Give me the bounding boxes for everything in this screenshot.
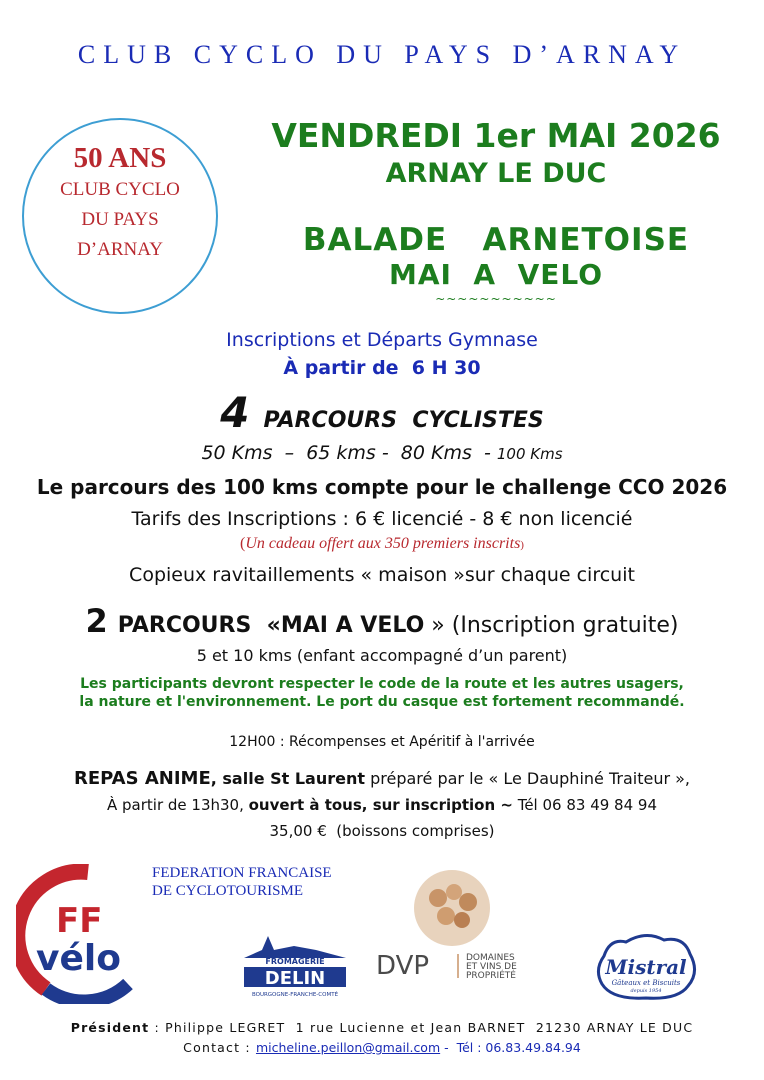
delin-sub: BOURGOGNE-FRANCHE-COMTÉ (251, 992, 339, 998)
meal-title: REPAS ANIME (73, 768, 211, 789)
dvp-line-1: DOMAINES (466, 953, 515, 963)
separator: ~~~~~~~~~~~ (435, 292, 557, 306)
delin-name: DELIN (264, 968, 326, 989)
distances-main: 50 Kms – 65 kms - 80 Kms - (201, 442, 497, 464)
president-label: Président (70, 1020, 150, 1035)
badge-line-3: DU PAYS (81, 209, 159, 230)
gift-text: Un cadeau offert aux 350 premiers inscrits (245, 535, 521, 552)
gift-close: ) (520, 539, 524, 551)
gift-open: ( (240, 535, 246, 552)
event-town: ARNAY LE DUC (385, 158, 607, 189)
route-distances (0, 442, 764, 464)
president-text: : Philippe LEGRET 1 rue Lucienne et Jean BARNET 21230 ARNAY LE DUC (149, 1020, 694, 1035)
gift-note (0, 535, 764, 553)
ff-velo-logo (16, 864, 134, 1004)
event-date: VENDREDI 1er MAI 2026 (271, 116, 721, 155)
mai-a-velo-heading (0, 602, 764, 640)
meal-price: 35,00 € (boissons comprises) (269, 822, 495, 840)
president-line (0, 1020, 764, 1035)
mai-routes-free: » (Inscription gratuite) (424, 613, 679, 638)
dvp-name: DVP (376, 951, 430, 981)
mai-routes-distances: 5 et 10 kms (enfant accompagné d’un parent) (196, 646, 568, 665)
meal-hours (0, 796, 764, 814)
contact-line (0, 1040, 764, 1055)
meal-caterer: préparé par le « Le Dauphiné Traiteur », (365, 769, 691, 788)
supplies-note: Copieux ravitaillements « maison »sur chaque circuit (129, 564, 635, 586)
meal-tel: Tél 06 83 49 84 94 (512, 796, 657, 814)
mistral-name: Mistral (605, 955, 687, 979)
dvp-logo (372, 866, 542, 986)
mistral-year: depuis 1954 (630, 988, 662, 994)
start-time: À partir de 6 H 30 (283, 357, 481, 379)
meal-open: ouvert à tous, sur inscription ~ (248, 796, 513, 814)
cycling-routes-heading (0, 388, 764, 437)
ffct-line-1: FEDERATION FRANCAISE (152, 865, 332, 881)
delin-building-icon (244, 936, 346, 958)
ff-logo-top: FF (56, 901, 103, 941)
mistral-sub: Gâteaux et Biscuits (611, 979, 681, 987)
rules-line-2: la nature et l'environnement. Le port du casque est fortement recommandé. (79, 694, 685, 710)
ff-logo-blue-arc (46, 984, 128, 1002)
distances-last: 100 Kms (496, 445, 563, 463)
mai-routes-count: 2 (85, 602, 108, 640)
routes-count: 4 (220, 388, 250, 437)
event-name: BALADE ARNETOISE (302, 222, 690, 258)
badge-years: 50 ANS (73, 142, 167, 174)
mistral-logo (592, 928, 700, 1004)
badge-line-2: CLUB CYCLO (60, 179, 180, 200)
delin-top: FROMAGERIE (265, 957, 325, 966)
meal-place: , salle St Laurent (210, 769, 366, 788)
meal-from: À partir de 13h30, (106, 796, 249, 814)
ffct-line-2: DE CYCLOTOURISME (152, 883, 303, 899)
challenge-note: Le parcours des 100 kms compte pour le challenge CCO 2026 (36, 475, 728, 499)
dvp-line-3: PROPRIÉTÉ (466, 971, 516, 981)
ff-logo-bottom: vélo (36, 938, 121, 979)
delin-logo (238, 928, 352, 1000)
badge-line-4: D’ARNAY (77, 239, 163, 260)
awards-note: 12H00 : Récompenses et Apéritif à l'arrivée (229, 734, 535, 750)
mai-routes-title: PARCOURS «MAI A VELO (117, 613, 425, 638)
rules-line-1: Les participants devront respecter le code de la route et les autres usagers, (80, 676, 684, 692)
anniversary-badge (22, 118, 218, 314)
contact-label: Contact : (183, 1040, 256, 1055)
registration-fees: Tarifs des Inscriptions : 6 € licencié - 8 € non licencié (131, 508, 633, 530)
event-subtitle: MAI A VELO (388, 258, 604, 291)
dvp-line-2: ET VINS DE (466, 962, 517, 972)
meal-line (0, 768, 764, 789)
club-title: CLUB CYCLO DU PAYS D’ARNAY (77, 40, 687, 69)
registration-place: Inscriptions et Départs Gymnase (226, 329, 538, 351)
ffct-name (152, 864, 332, 900)
dvp-grapes-icon (414, 870, 490, 946)
contact-email-link[interactable]: micheline.peillon@gmail.com (255, 1040, 441, 1055)
contact-tel: - Tél : 06.83.49.84.94 (440, 1040, 581, 1055)
routes-title: PARCOURS CYCLISTES (263, 408, 544, 433)
